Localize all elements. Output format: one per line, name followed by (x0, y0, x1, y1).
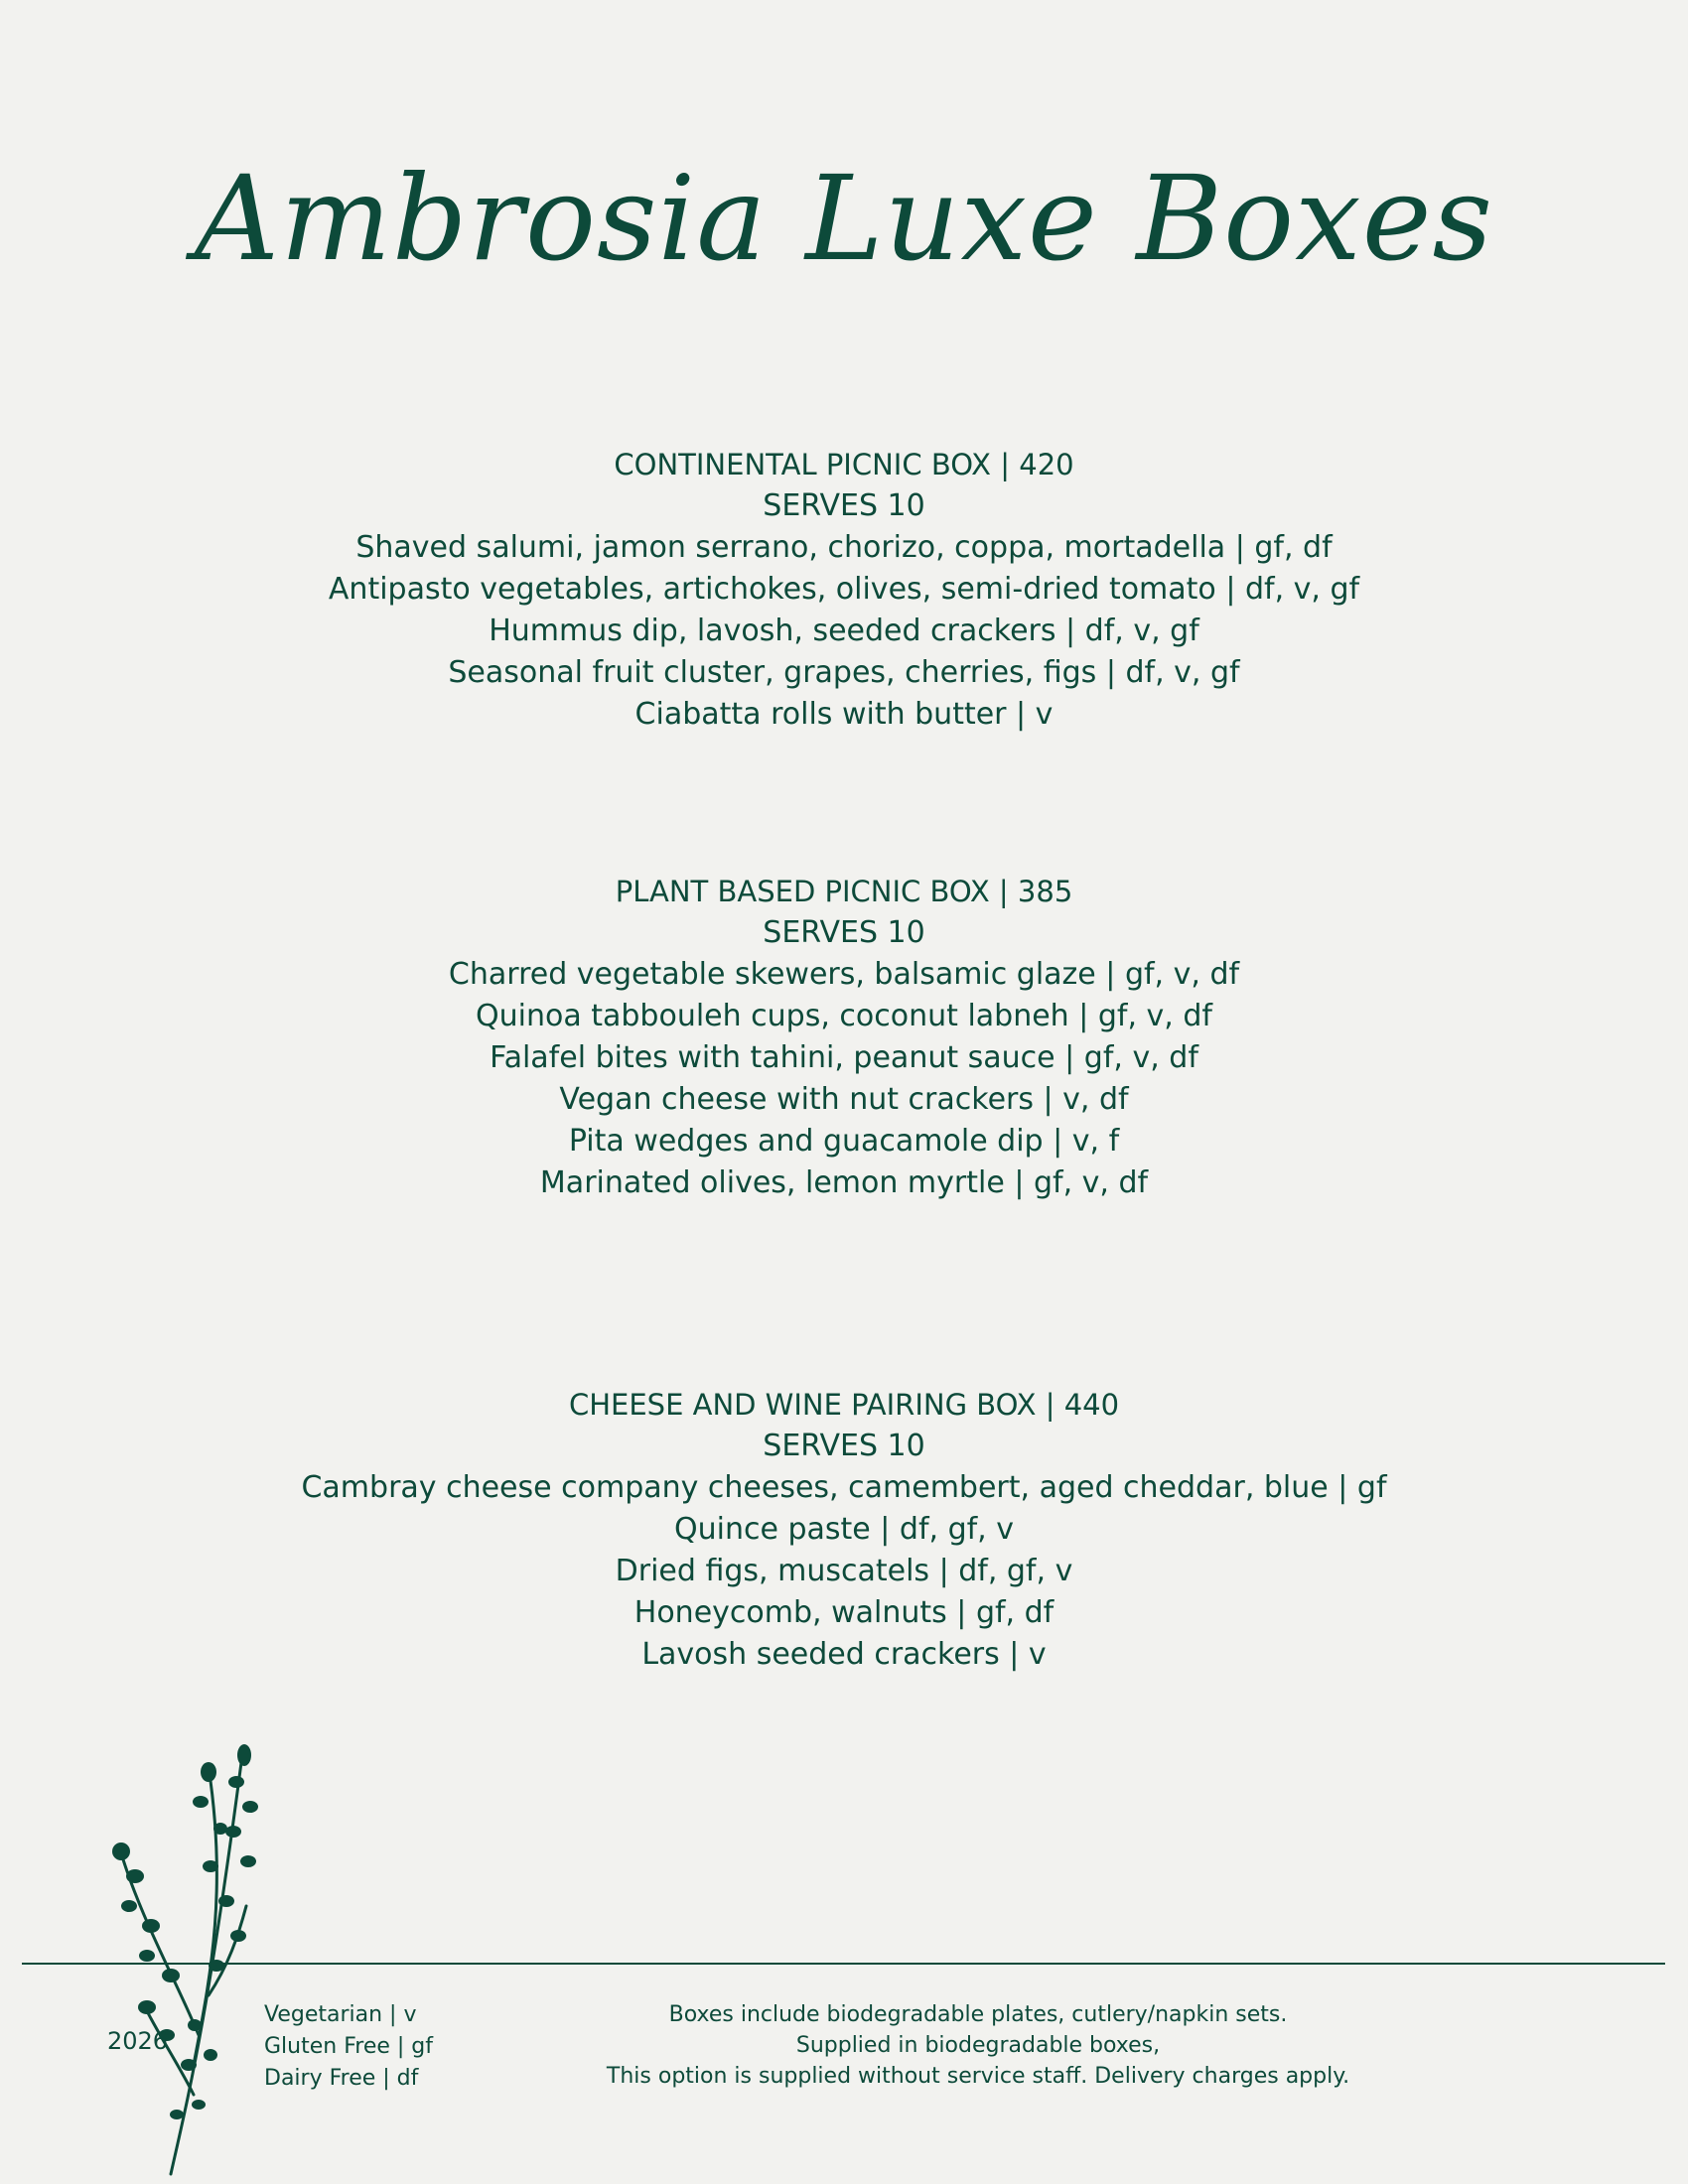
menu-section-plant-based (0, 871, 1688, 1204)
menu-item: Dried figs, muscatels | df, gf, v (615, 1554, 1073, 1588)
menu-item: Falafel bites with tahini, peanut sauce | gf, v, df (490, 1040, 1198, 1075)
legend-item: Gluten Free | gf (264, 2034, 433, 2059)
legend-item: Dairy Free | df (264, 2066, 419, 2091)
menu-item: Quinoa tabbouleh cups, coconut labneh | gf, v, df (475, 999, 1212, 1033)
menu-item: Marinated olives, lemon myrtle | gf, v, df (539, 1165, 1149, 1200)
menu-item: Ciabatta rolls with butter | v (634, 697, 1054, 732)
menu-item: Seasonal fruit cluster, grapes, cherries, figs | df, v, gf (448, 655, 1240, 690)
section-heading: CHEESE AND WINE PAIRING BOX | 440 (568, 1388, 1120, 1422)
menu-item: Vegan cheese with nut crackers | v, df (559, 1082, 1129, 1117)
section-serves: SERVES 10 (763, 488, 925, 523)
menu-item: Honeycomb, walnuts | gf, df (633, 1595, 1055, 1630)
menu-item: Shaved salumi, jamon serrano, chorizo, coppa, mortadella | gf, df (355, 530, 1333, 565)
section-heading: CONTINENTAL PICNIC BOX | 420 (614, 448, 1074, 481)
menu-item: Hummus dip, lavosh, seeded crackers | df, v, gf (489, 614, 1199, 648)
footer-divider (22, 1963, 1665, 1965)
menu-section-continental (0, 444, 1688, 736)
footer-notes (556, 1999, 1400, 2092)
menu-item: Lavosh seeded crackers | v (641, 1637, 1047, 1672)
legend-item: Vegetarian | v (264, 2002, 417, 2027)
menu-section-cheese-wine (0, 1384, 1688, 1676)
footer-note: This option is supplied without service staff. Delivery charges apply. (606, 2064, 1350, 2089)
footer-year: 2026 (107, 2027, 169, 2055)
menu-item: Cambray cheese company cheeses, camembert, aged cheddar, blue | gf (301, 1470, 1387, 1505)
menu-item: Pita wedges and guacamole dip | v, f (568, 1124, 1120, 1159)
menu-item: Charred vegetable skewers, balsamic glaze | gf, v, df (448, 957, 1240, 992)
dietary-legend (264, 1999, 433, 2095)
footer-note: Boxes include biodegradable plates, cutlery/napkin sets. (668, 2002, 1288, 2027)
menu-item: Antipasto vegetables, artichokes, olives, semi-dried tomato | df, v, gf (328, 572, 1360, 607)
section-serves: SERVES 10 (763, 915, 925, 950)
menu-item: Quince paste | df, gf, v (673, 1512, 1015, 1547)
page-title: Ambrosia Luxe Boxes (194, 150, 1494, 287)
section-serves: SERVES 10 (763, 1429, 925, 1463)
thyme-sprig-icon (99, 1737, 278, 2184)
footer-note: Supplied in biodegradable boxes, (795, 2033, 1161, 2058)
section-heading: PLANT BASED PICNIC BOX | 385 (615, 875, 1073, 908)
